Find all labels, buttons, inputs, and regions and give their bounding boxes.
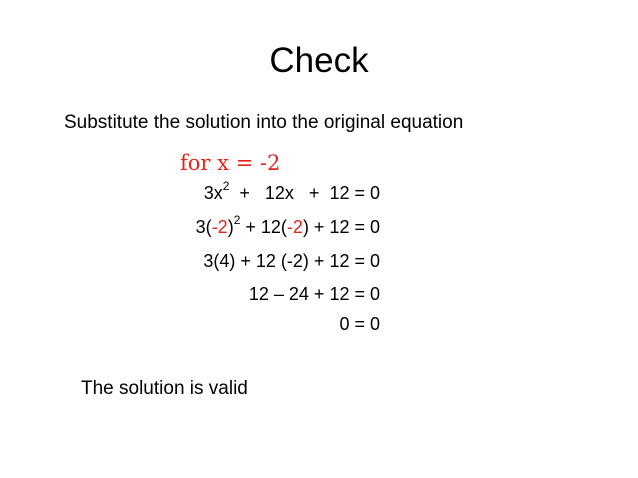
instruction-text: Substitute the solution into the original equation [64, 112, 464, 133]
equation-substituted [150, 215, 380, 239]
substituted-value: -2 [286, 217, 303, 237]
condition-label: for x = -2 [180, 151, 281, 175]
equation-term: 3( [195, 217, 212, 237]
conclusion-text: The solution is valid [81, 378, 248, 399]
equation-original [150, 181, 380, 205]
equation-term: 3x [203, 183, 223, 203]
equation-term: ) + 12 = 0 [302, 217, 380, 237]
slide-title: Check [269, 41, 369, 80]
equation-result: 0 = 0 [339, 314, 380, 334]
equation-term: + 12x + 12 = 0 [229, 183, 380, 203]
exponent: 2 [233, 213, 241, 227]
exponent: 2 [222, 179, 230, 193]
equation-term: ) [227, 217, 234, 237]
equation-simplified: 3(4) + 12 (-2) + 12 = 0 [203, 251, 380, 271]
equation-evaluated: 12 – 24 + 12 = 0 [248, 284, 380, 304]
equation-term: + 12( [240, 217, 287, 237]
substituted-value: -2 [211, 217, 228, 237]
